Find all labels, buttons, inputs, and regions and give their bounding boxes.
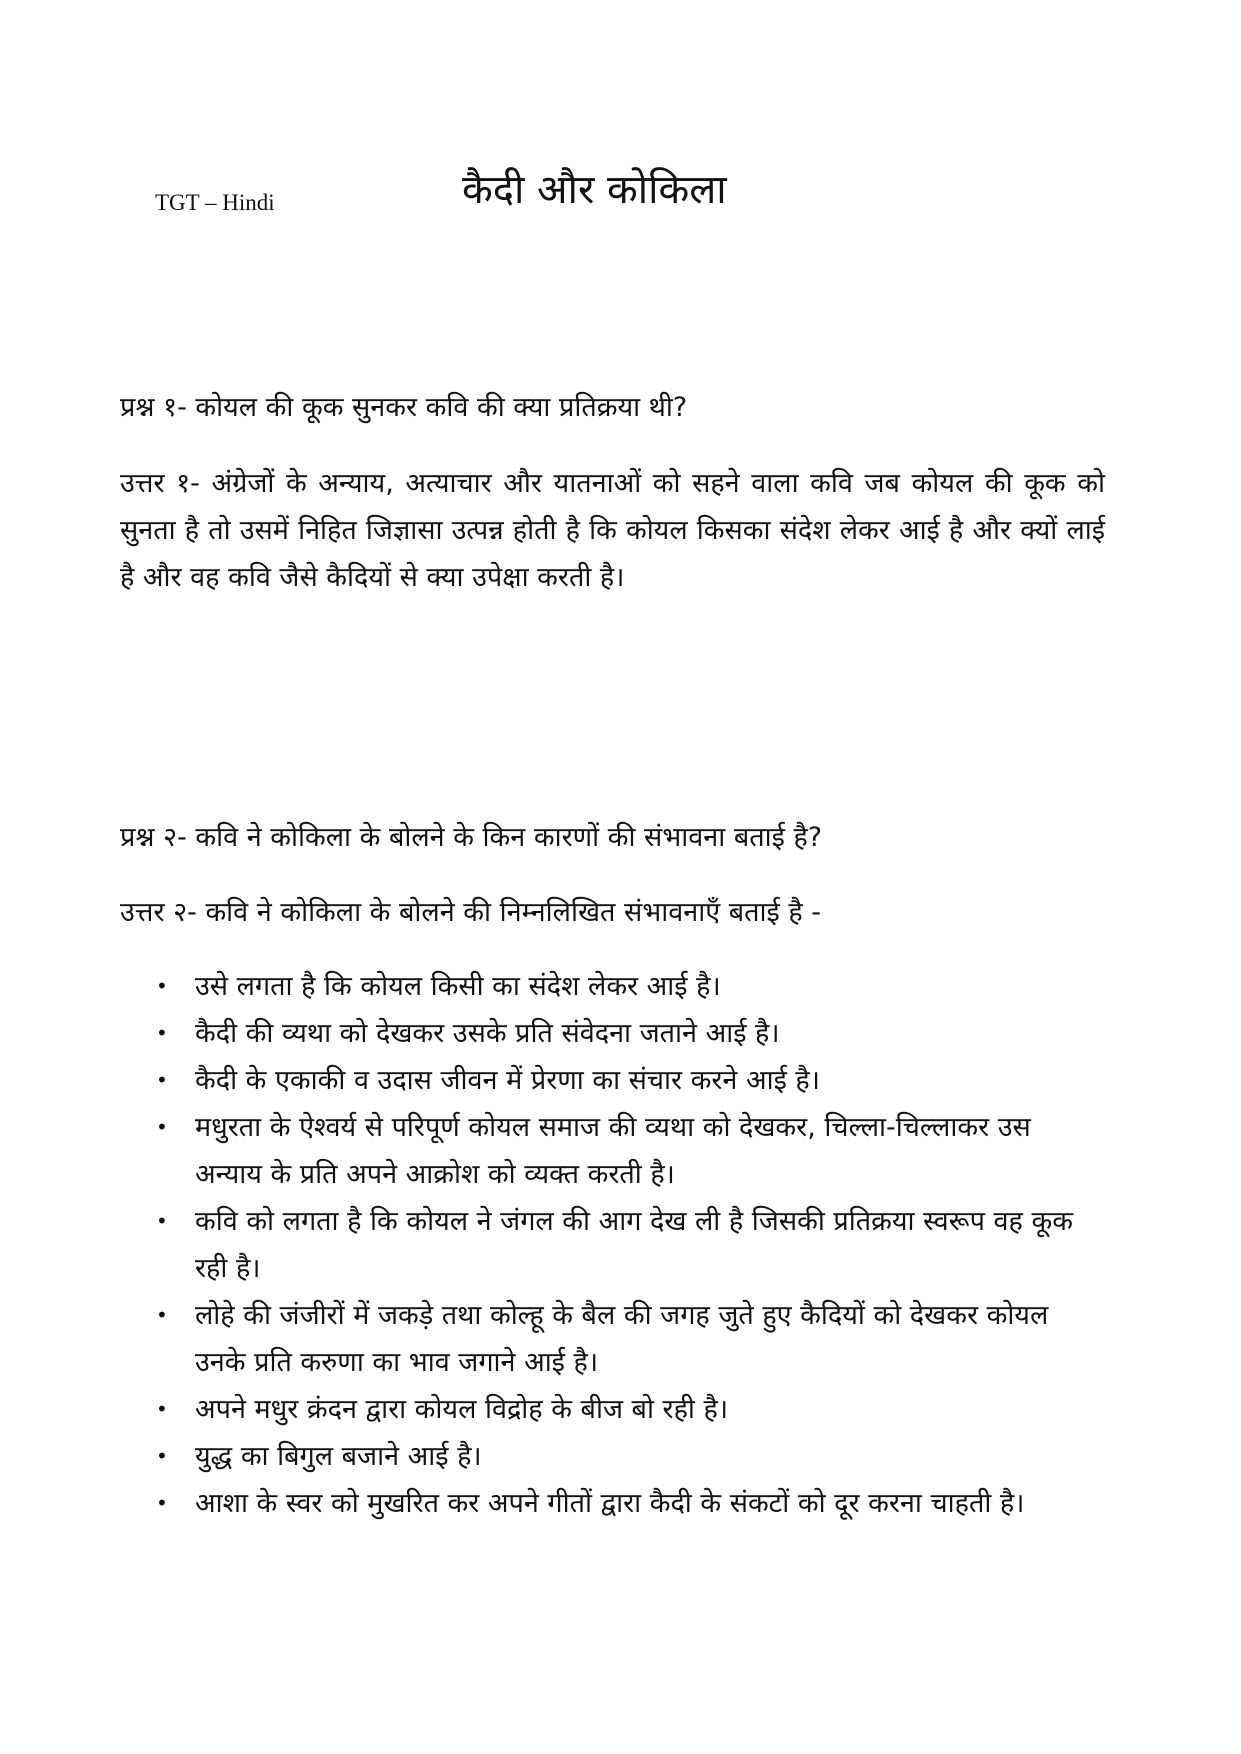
bullet-icon: • (156, 1115, 168, 1139)
list-item-text: कैदी की व्यथा को देखकर उसके प्रति संवेदना जताने आई है। (195, 1018, 780, 1049)
bullet-icon: • (156, 974, 168, 998)
list-item-text: उसे लगता है कि कोयल किसी का संदेश लेकर आई है। (195, 971, 721, 1002)
list-item-text: अपने मधुर क्रंदन द्वारा कोयल विद्रोह के बीज बो रही है। (195, 1394, 729, 1425)
list-item-text: मधुरता के ऐश्वर्य से परिपूर्ण कोयल समाज की व्यथा को देखकर, चिल्ला-चिल्लाकर उस अन्याय के प्रति अपने आक्रोश को व्यक्त करती है। (195, 1112, 1031, 1190)
bullet-icon: • (156, 1397, 168, 1421)
list-item (120, 1433, 1105, 1480)
page-title: कैदी और कोकिला (462, 167, 727, 213)
list-item (120, 1480, 1105, 1527)
bullet-icon: • (156, 1303, 168, 1327)
list-item-text: लोहे की जंजीरों में जकड़े तथा कोल्हू के बैल की जगह जुते हुए कैदियों को देखकर कोयल उनके प्रति करुणा का भाव जगाने आई है। (195, 1300, 1049, 1378)
list-item-text: आशा के स्वर को मुखरित कर अपने गीतों द्वारा कैदी के संकटों को दूर करना चाहती है। (195, 1488, 1025, 1519)
list-item (120, 963, 1105, 1010)
question-1: प्रश्न १- कोयल की कूक सुनकर कवि की क्या प्रतिक्रया थी? (120, 392, 688, 423)
list-item (120, 1104, 1105, 1198)
list-item-text: युद्ध का बिगुल बजाने आई है। (195, 1441, 482, 1472)
answer-1: उत्तर १- अंग्रेजों के अन्याय, अत्याचार और यातनाओं को सहने वाला कवि जब कोयल की कूक को सुनता है तो उसमें निहित जिज्ञासा उत्पन्न होती है कि कोयल किसका संदेश लेकर आई है और क्यों लाई है और वह कवि जैसे कैदियों से क्या उपेक्षा करती है। (120, 468, 1105, 593)
bullet-icon: • (156, 1068, 168, 1092)
bullet-icon: • (156, 1491, 168, 1515)
question-2: प्रश्न २- कवि ने कोकिला के बोलने के किन कारणों की संभावना बताई है? (120, 822, 823, 853)
answer-2-list (120, 963, 1105, 1527)
bullet-icon: • (156, 1209, 168, 1233)
subject-label: TGT – Hindi (155, 190, 275, 215)
list-item-text: कैदी के एकाकी व उदास जीवन में प्रेरणा का संचार करने आई है। (195, 1065, 821, 1096)
list-item (120, 1386, 1105, 1433)
list-item (120, 1057, 1105, 1104)
list-item (120, 1292, 1105, 1386)
bullet-icon: • (156, 1444, 168, 1468)
list-item (120, 1010, 1105, 1057)
list-item (120, 1198, 1105, 1292)
list-item-text: कवि को लगता है कि कोयल ने जंगल की आग देख ली है जिसकी प्रतिक्रया स्वरूप वह कूक रही है। (195, 1206, 1073, 1284)
answer-2-intro: उत्तर २- कवि ने कोकिला के बोलने की निम्नलिखित संभावनाएँ बताई है - (120, 897, 822, 928)
bullet-icon: • (156, 1021, 168, 1045)
